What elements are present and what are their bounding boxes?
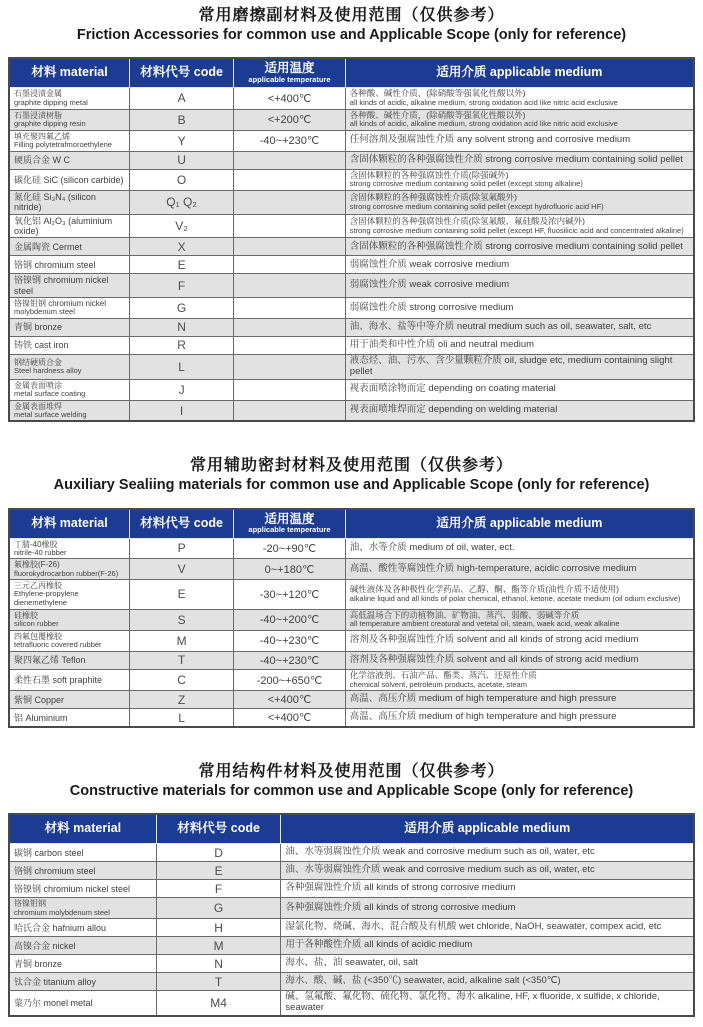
code-cell: D [156, 844, 281, 862]
medium-text-zh: 油、水等弱腐蚀性介质 weak and corrosive medium such as oil, water, etc [285, 846, 595, 858]
code-cell: T [130, 651, 234, 669]
temperature-cell: <+400℃ [234, 691, 346, 709]
code-cell: E [130, 256, 234, 274]
temperature-cell [234, 318, 346, 336]
table-row [9, 191, 694, 215]
table-row [9, 609, 694, 630]
table-row [9, 937, 694, 955]
medium-text-zh: 含固体颗粒的各种强腐蚀性介质(除氢氟酸、氟硅酸及浓内碱外) [349, 215, 585, 226]
material-cell [9, 151, 130, 169]
material-name-zh: 硅橡胶 [14, 610, 38, 620]
material-name-en: Ethylene-propylene dienemethylene [14, 589, 79, 608]
medium-text-zh: 高温、高压介质 medium of high temperature and high pressure [349, 711, 617, 723]
medium-text-en: strong corrosive medium containing solid pellet (except HF, fluosilicic acid and concentrated alkaline) [349, 225, 684, 235]
temperature-cell [234, 214, 346, 238]
temperature-cell [234, 274, 346, 298]
table-header-row [9, 814, 694, 844]
material-name-zh: 金属陶瓷 Cermet [14, 241, 83, 252]
code-cell: M [130, 631, 234, 652]
section-friction-materials [8, 6, 695, 422]
header-label-en: applicable temperature [248, 525, 331, 535]
medium-text-zh: 湿氯化物、烧碱、海水、混合酸及有机酸 wet chloride, NaOH, seawater, compex acid, etc [285, 921, 662, 933]
code-cell: E [130, 580, 234, 609]
medium-text-en: all kinds of acidic, alkaline medium, strong oxidation acid like nitric acid exclusive [349, 119, 618, 129]
material-name-en: molybdenum steel [14, 307, 75, 317]
material-name-zh: 蒙乃尔 monel metal [14, 997, 93, 1008]
material-name-zh: 三元乙丙橡胶 [14, 581, 62, 591]
material-cell [9, 354, 130, 379]
section-title-en: Auxiliary Sealiing materials for common use and Applicable Scope (only for reference) [53, 477, 650, 494]
code-cell: I [130, 400, 234, 421]
code-cell: G [130, 298, 234, 319]
material-name-zh: 丁腈-40橡胶 [14, 539, 58, 549]
material-cell [9, 238, 130, 256]
header-label: 适用介质 applicable medium [436, 515, 603, 530]
header-label-en: applicable temperature [248, 74, 331, 84]
medium-cell [345, 274, 694, 298]
material-name-zh: 高镍合金 nickel [14, 940, 76, 951]
temperature-cell: -40~+200℃ [234, 609, 346, 630]
medium-cell [281, 991, 694, 1016]
material-cell [9, 130, 130, 151]
material-name-zh: 青铜 bronze [14, 958, 63, 969]
section-title-en: Constructive materials for common use and Applicable Scope (only for reference) [69, 783, 634, 800]
medium-text-zh: 各种酸、碱性介质，(除硝酸等强氧化性酸以外) [349, 88, 526, 99]
material-cell [9, 336, 130, 354]
temperature-cell [234, 151, 346, 169]
material-name-zh: 碳钢 carbon steel [14, 847, 84, 858]
medium-text-zh: 溶剂及各种强腐蚀性介质 solvent and all kinds of strong acid medium [349, 653, 639, 665]
medium-text-en: strong corrosive medium containing solid pellet (except stong alkaline) [349, 179, 583, 189]
material-cell [9, 109, 130, 130]
medium-cell [345, 169, 694, 190]
material-cell [9, 191, 130, 215]
medium-text-zh: 海水、酸、碱、盐 (<350℃) seawater, acid, alkaline salt (<350℃) [285, 975, 561, 987]
table-row [9, 991, 694, 1016]
temperature-cell: -20~+90℃ [234, 538, 346, 559]
header-label: 材料代号 code [177, 821, 260, 836]
section-title [8, 762, 695, 800]
material-name-zh: 钛合金 titanium alloy [14, 976, 97, 987]
material-cell [9, 862, 156, 880]
material-name-en: metal surface coating [14, 389, 86, 399]
column-header-temperature [234, 58, 346, 88]
code-cell: J [130, 379, 234, 400]
material-name-zh: 填充聚四氟乙烯 [14, 131, 70, 141]
medium-cell [345, 379, 694, 400]
material-name-zh: 碳化硅 SiC (silicon carbide) [14, 174, 124, 185]
code-cell: B [130, 109, 234, 130]
material-cell [9, 955, 156, 973]
table-row [9, 318, 694, 336]
table-row [9, 880, 694, 898]
medium-text-en: all temperature ambient creatural and vetetal oil, steam, waek acid, weak alkaline [349, 619, 620, 629]
material-cell [9, 669, 130, 690]
medium-cell [345, 580, 694, 609]
code-cell: G [156, 898, 281, 919]
table-row [9, 336, 694, 354]
medium-cell [345, 400, 694, 421]
table-row [9, 862, 694, 880]
material-cell [9, 559, 130, 580]
table-row [9, 238, 694, 256]
medium-text-zh: 油、水等介质 medium of oil, water, ect. [349, 542, 515, 554]
table-body [9, 88, 694, 422]
medium-text-zh: 高温、高压介质 medium of high temperature and high pressure [349, 693, 617, 705]
material-name-en: Filling polytetrafmoroethylene [14, 140, 112, 150]
table-row [9, 651, 694, 669]
column-header-medium [281, 814, 694, 844]
table-row [9, 169, 694, 190]
medium-text-en: strong corrosive medium containing solid pellet (except hydrofluoric acid HF) [349, 202, 604, 212]
code-cell: U [130, 151, 234, 169]
medium-text-zh: 各种酸、碱性介质，(除硝酸等强氧化性酸以外) [349, 109, 526, 120]
material-name-en: metal surface welding [14, 409, 87, 419]
material-name-en: fluorokydrocarbon rubber(F-26) [14, 568, 119, 578]
medium-cell [345, 318, 694, 336]
material-name-zh: 钢结硬质合金 [14, 358, 62, 367]
table-row [9, 274, 694, 298]
medium-text-zh: 用于油类和中性介质 oli and neutral medium [349, 339, 535, 351]
code-cell: P [130, 538, 234, 559]
medium-cell [345, 151, 694, 169]
sealing-materials-table [8, 508, 695, 729]
medium-text-zh: 各种强腐蚀性介质 all kinds of strong corrosive medium [285, 901, 516, 913]
material-cell [9, 88, 130, 109]
medium-cell [281, 919, 694, 937]
temperature-cell [234, 400, 346, 421]
material-name-en: graphite dipping metal [14, 97, 88, 107]
material-name-zh: 柔性石墨 soft praphite [14, 674, 103, 685]
material-cell [9, 937, 156, 955]
temperature-cell [234, 256, 346, 274]
medium-text-zh: 海水、盐、油 seawater, oil, salt [285, 957, 418, 969]
material-cell [9, 274, 130, 298]
table-row [9, 151, 694, 169]
table-row [9, 844, 694, 862]
header-label-zh: 适用温度 [264, 61, 315, 76]
code-cell: C [130, 669, 234, 690]
column-header-material [9, 814, 156, 844]
medium-cell [345, 298, 694, 319]
material-name-en: graphite dipping resin [14, 118, 86, 128]
material-name-en: chromium molybdenum steel [14, 907, 110, 917]
medium-text-zh: 视表面喷涂物而定 depending on coating material [349, 383, 556, 395]
code-cell: F [156, 880, 281, 898]
table-row [9, 631, 694, 652]
table-row [9, 354, 694, 379]
material-name-zh: 四氟包覆橡胶 [14, 632, 62, 642]
table-row [9, 256, 694, 274]
medium-text-zh: 各种强腐蚀性介质 all kinds of strong corrosive medium [285, 882, 516, 894]
section-title-en: Friction Accessories for common use and Applicable Scope (only for reference) [76, 27, 627, 43]
table-row [9, 580, 694, 609]
medium-cell [281, 898, 694, 919]
code-cell: S [130, 609, 234, 630]
temperature-cell: <+400℃ [234, 709, 346, 728]
table-row [9, 88, 694, 109]
code-cell: H [156, 919, 281, 937]
table-row [9, 379, 694, 400]
code-cell: Y [130, 130, 234, 151]
code-cell: V₂ [130, 214, 234, 238]
table-body [9, 844, 694, 1016]
column-header-material [9, 58, 130, 88]
temperature-cell [234, 191, 346, 215]
medium-text-zh: 用于各种酸性介质 all kinds of acidic medium [285, 939, 473, 951]
medium-text-zh: 含固体颗粒的各种强腐蚀性介质(除氢氟酸外) [349, 192, 517, 203]
medium-cell [281, 880, 694, 898]
material-name-zh: 青铜 bronze [14, 322, 63, 333]
medium-text-zh: 高低温场合下的动植物油、矿物油、蒸汽、弱酸、弱碱等介质 [349, 609, 580, 620]
medium-text-en: all kinds of acidic, alkaline medium, strong oxidation acid like nitric acid exclusive [349, 97, 618, 107]
medium-text-zh: 溶剂及各种强腐蚀性介质 solvent and all kinds of strong acid medium [349, 634, 639, 646]
material-cell [9, 256, 130, 274]
code-cell: N [156, 955, 281, 973]
code-cell: M4 [156, 991, 281, 1016]
code-cell: X [130, 238, 234, 256]
material-name-zh: 铝 Aluminium [14, 712, 68, 723]
material-cell [9, 973, 156, 991]
medium-cell [281, 955, 694, 973]
material-name-zh: 石墨浸渍金属 [14, 89, 62, 99]
medium-cell [345, 559, 694, 580]
medium-text-zh: 油、水等弱腐蚀性介质 weak and corrosive medium such as oil, water, etc [285, 864, 595, 876]
header-label: 材料 material [44, 821, 122, 836]
column-header-code [130, 58, 234, 88]
temperature-cell: 0~+180℃ [234, 559, 346, 580]
material-cell [9, 400, 130, 421]
material-cell [9, 214, 130, 238]
table-row [9, 709, 694, 728]
material-name-zh: 氮化硅 Si₃N₄ (silicon nitride) [14, 192, 96, 213]
code-cell: A [130, 88, 234, 109]
material-cell [9, 844, 156, 862]
material-cell [9, 898, 156, 919]
medium-cell [281, 937, 694, 955]
table-row [9, 130, 694, 151]
medium-cell [345, 88, 694, 109]
material-name-zh: 硬质合金 W C [14, 155, 70, 166]
material-name-zh: 氟橡胶(F-26) [14, 560, 60, 570]
medium-cell [345, 609, 694, 630]
code-cell: E [156, 862, 281, 880]
table-row [9, 955, 694, 973]
code-cell: L [130, 709, 234, 728]
material-cell [9, 379, 130, 400]
material-cell [9, 318, 130, 336]
medium-text-zh: 视表面喷堆焊而定 depending on welding material [349, 404, 558, 416]
header-label: 材料 material [31, 515, 108, 530]
material-cell [9, 880, 156, 898]
material-name-en: tetrafluoric covered rubber [14, 640, 102, 650]
temperature-cell: -200~+650℃ [234, 669, 346, 690]
medium-text-zh: 液态烃、油、污水、含少量颗粒介质 oil, sludge etc, medium containing slight pellet [349, 354, 673, 377]
table-row [9, 298, 694, 319]
section-title [8, 456, 695, 494]
section-sealing-materials [8, 456, 695, 728]
medium-cell [345, 354, 694, 379]
material-name-zh: 铬镍钢 chromium nickel steel [14, 275, 109, 296]
code-cell: F [130, 274, 234, 298]
material-name-en: nitrile-40 rubber [14, 547, 67, 557]
material-cell [9, 631, 130, 652]
material-name-zh: 金属表面堆焊 [14, 401, 62, 411]
material-name-zh: 紫铜 Copper [14, 694, 65, 705]
medium-cell [345, 691, 694, 709]
medium-text-zh: 弱腐蚀性介质 weak corrosive medium [349, 279, 510, 291]
medium-text-zh: 碱性液体及各种极性化学药品、乙醇、酮、酯等介质(油性介质不适使用) [349, 584, 619, 595]
table-row [9, 538, 694, 559]
header-label: 适用介质 applicable medium [436, 65, 603, 80]
medium-cell [345, 631, 694, 652]
table-row [9, 973, 694, 991]
table-body [9, 538, 694, 727]
medium-text-zh: 含固体颗粒的各种强腐蚀性介质(除强碱外) [349, 169, 509, 180]
header-label: 材料代号 code [140, 515, 223, 530]
temperature-cell: -40~+230℃ [234, 631, 346, 652]
material-cell [9, 991, 156, 1016]
code-cell: N [130, 318, 234, 336]
medium-cell [345, 256, 694, 274]
temperature-cell [234, 169, 346, 190]
section-constructive-materials [8, 762, 695, 1017]
material-name-zh: 铬镍钼钢 [14, 899, 46, 909]
medium-text-zh: 弱腐蚀性介质 strong corrosive medium [349, 301, 514, 313]
temperature-cell [234, 354, 346, 379]
medium-cell [345, 130, 694, 151]
material-name-zh: 金属表面喷涂 [14, 380, 62, 390]
code-cell: M [156, 937, 281, 955]
temperature-cell [234, 336, 346, 354]
material-cell [9, 651, 130, 669]
code-cell: O [130, 169, 234, 190]
medium-text-zh: 化学溶液剂、石油产品、酯类、蒸汽、还原性介质 [349, 669, 537, 680]
temperature-cell [234, 298, 346, 319]
material-name-zh: 氧化铝 Al₂O₃ (aluminium oxide) [14, 215, 113, 237]
material-cell [9, 298, 130, 319]
medium-cell [281, 973, 694, 991]
table-row [9, 919, 694, 937]
header-label: 适用介质 applicable medium [404, 821, 571, 836]
column-header-material [9, 509, 130, 539]
medium-cell [345, 538, 694, 559]
temperature-cell [234, 379, 346, 400]
temperature-cell: -30~+120℃ [234, 580, 346, 609]
material-name-zh: 铸铁 cast iron [14, 340, 69, 351]
medium-cell [345, 336, 694, 354]
code-cell: Q₁ Q₂ [130, 191, 234, 215]
medium-cell [281, 862, 694, 880]
code-cell: V [130, 559, 234, 580]
table-row [9, 109, 694, 130]
header-label-zh: 适用温度 [264, 511, 315, 526]
medium-text-zh: 弱腐蚀性介质 weak corrosive medium [349, 258, 510, 270]
medium-text-zh: 含固体颗粒的各种强腐蚀性介质 strong corrosive medium containing solid pellet [349, 240, 683, 252]
code-cell: L [130, 354, 234, 379]
medium-cell [345, 669, 694, 690]
material-name-en: silicon rubber [14, 619, 59, 629]
table-row [9, 214, 694, 238]
medium-cell [345, 709, 694, 728]
medium-cell [345, 214, 694, 238]
medium-cell [345, 651, 694, 669]
table-row [9, 691, 694, 709]
temperature-cell: <+400℃ [234, 88, 346, 109]
table-row [9, 559, 694, 580]
material-name-zh: 石墨浸渍树脂 [14, 110, 62, 120]
table-header-row [9, 58, 694, 88]
column-header-medium [345, 58, 694, 88]
header-label: 材料 material [31, 65, 108, 80]
header-label: 材料代号 code [140, 65, 223, 80]
code-cell: T [156, 973, 281, 991]
section-title [8, 6, 695, 44]
code-cell: R [130, 336, 234, 354]
medium-text-zh: 高温、酸性等腐蚀性介质 high-temperature, acidic corrosive medium [349, 562, 637, 574]
medium-cell [281, 844, 694, 862]
friction-materials-table [8, 57, 695, 422]
material-name-zh: 铬镍钢 chromium nickel steel [14, 883, 131, 894]
constructive-materials-table [8, 813, 695, 1017]
material-name-zh: 哈氏合金 hafnium allou [14, 922, 107, 933]
code-cell: Z [130, 691, 234, 709]
medium-text-zh: 油、海水、盐等中等介质 neutral medium such as oil, seawater, salt, etc [349, 321, 652, 333]
material-name-zh: 铬镍钼钢 chromium nickel [14, 299, 107, 309]
medium-text-en: chemical solvent, petroleum products, acetate, steam [349, 679, 527, 689]
column-header-code [130, 509, 234, 539]
material-name-en: Steel hardness alloy [14, 366, 82, 376]
table-row [9, 669, 694, 690]
material-cell [9, 609, 130, 630]
column-header-medium [345, 509, 694, 539]
section-title-zh: 常用结构件材料及使用范围（仅供参考） [198, 763, 505, 781]
medium-text-zh: 碱、氢氟酸、氟化物、硫化物、氯化物、海水 alkaline, HF, x fluoride, x sulfide, x chloride, seawater [285, 991, 660, 1014]
section-title-zh: 常用磨擦副材料及使用范围（仅供参考） [198, 7, 505, 24]
medium-text-en: alkaline liquid and all kinds of polar chemical, ethanol, ketone, acetate medium (oil odium exclusive) [349, 593, 681, 603]
column-header-code [156, 814, 281, 844]
material-name-zh: 铬钢 chromium steel [14, 865, 96, 876]
material-name-zh: 聚四氟乙烯 Teflon [14, 655, 86, 666]
medium-text-zh: 任何溶剂及强腐蚀性介质 any solvent strong and corrosive medium [349, 134, 631, 146]
material-cell [9, 709, 130, 728]
material-name-zh: 铬钢 chromium steel [14, 259, 96, 270]
section-title-zh: 常用辅助密封材料及使用范围（仅供参考） [189, 457, 513, 475]
material-cell [9, 169, 130, 190]
medium-cell [345, 238, 694, 256]
medium-cell [345, 109, 694, 130]
temperature-cell [234, 238, 346, 256]
column-header-temperature [234, 509, 346, 539]
material-cell [9, 919, 156, 937]
table-row [9, 400, 694, 421]
table-header-row [9, 509, 694, 539]
temperature-cell: -40~+230℃ [234, 130, 346, 151]
temperature-cell: -40~+230℃ [234, 651, 346, 669]
material-cell [9, 580, 130, 609]
material-cell [9, 538, 130, 559]
medium-text-zh: 含固体颗粒的各种强腐蚀性介质 strong corrosive medium containing solid pellet [349, 153, 683, 165]
material-cell [9, 691, 130, 709]
table-row [9, 898, 694, 919]
medium-cell [345, 191, 694, 215]
temperature-cell: <+200℃ [234, 109, 346, 130]
